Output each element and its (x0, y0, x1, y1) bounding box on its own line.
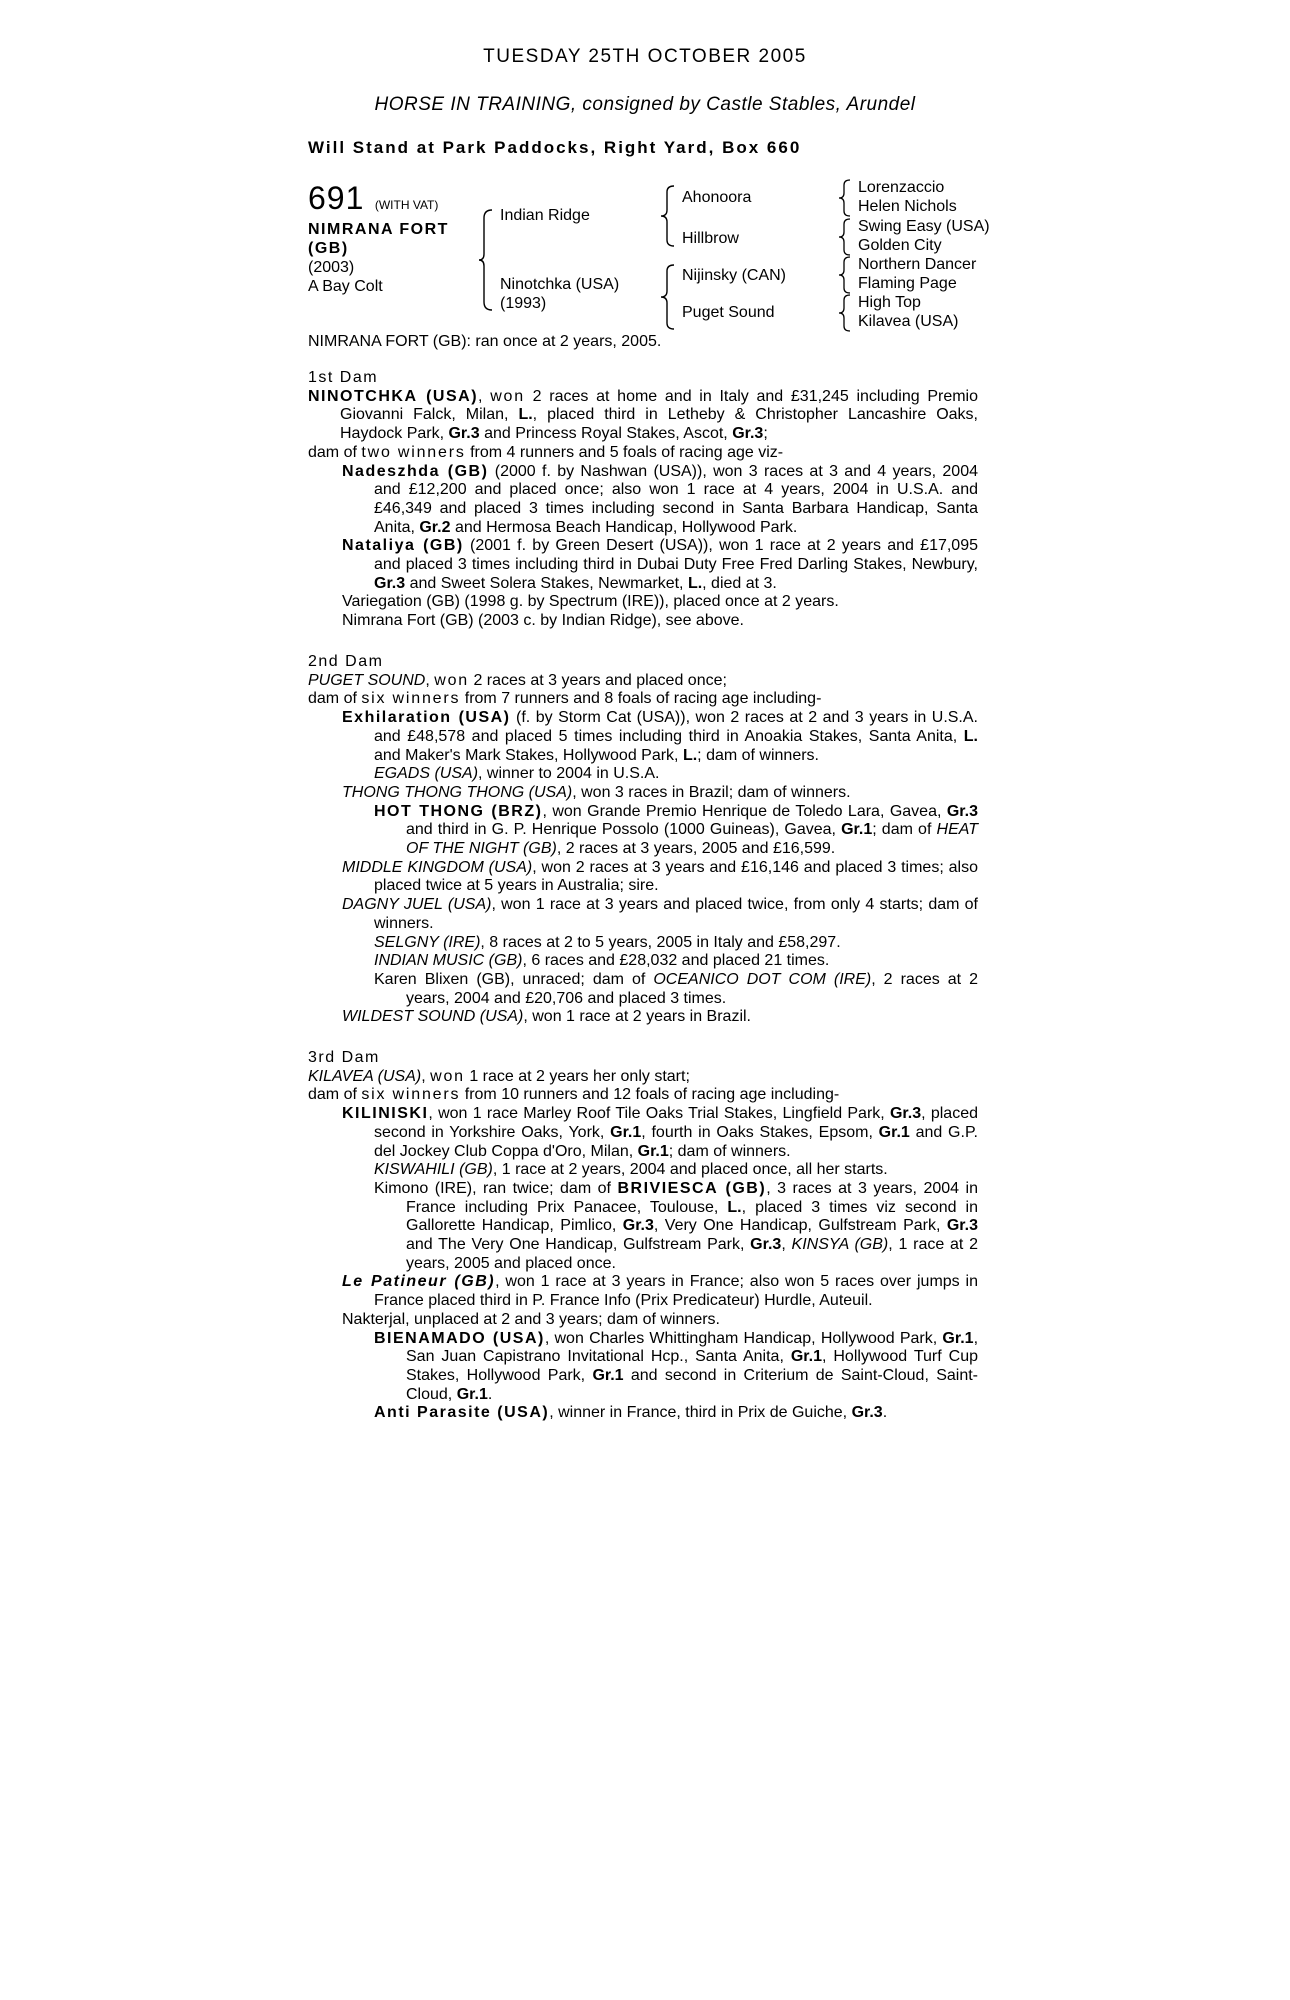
produce-wildest-sound: WILDEST SOUND (USA), won 1 race at 2 years in Brazil. (342, 1008, 751, 1026)
horse-desc: A Bay Colt (308, 278, 383, 295)
produce-le-patineur: Le Patineur (GB), won 1 race at 3 years in France; also won 5 races over jumps in France placed third in P. France Info (Prix Predicateur) Hurdle, Auteuil. (342, 1273, 979, 1310)
pedigree-brace-3d (838, 293, 852, 333)
horse-info (308, 258, 383, 296)
produce-exhilaration: Exhilaration (USA) (f. by Storm Cat (USA)), won 2 races at 2 and 3 years in U.S.A. and £48,578 and placed 5 times including third in Anoakia Stakes, Santa Anita, L. and Maker's Mark Stakes, Hollywood Park, L.; dam of winners. (342, 709, 978, 764)
third-dam-produce: dam of six winners from 10 runners and 12 foals of racing age including- (308, 1086, 840, 1104)
pedigree-brace-2b (660, 263, 676, 331)
produce-thong: THONG THONG THONG (USA), won 3 races in Brazil; dam of winners. (342, 783, 851, 801)
horse-name (308, 220, 449, 258)
ped-dss: Northern Dancer (858, 256, 977, 273)
stand-location: Will Stand at Park Paddocks, Right Yard, Box 660 (308, 138, 802, 157)
sale-date: TUESDAY 25TH OCTOBER 2005 (483, 46, 807, 67)
horse-name-line2: (GB) (308, 240, 349, 257)
first-dam-name: NINOTCHKA (USA) (308, 387, 479, 405)
produce-kimono: Kimono (IRE), ran twice; dam of BRIVIESCA (GB), 3 races at 3 years, 2004 in France including Prix Panacee, Toulouse, L., placed 3 times viz second in Gallorette Handicap, Pimlico, Gr.3, Very One Handicap, Gulfstream Park, Gr.3 and The Very One Handicap, Gulfstream Park, Gr.3, KINSYA (GB), 1 race at 2 years, 2005 and placed once. (374, 1179, 979, 1272)
produce-nakterjal: Nakterjal, unplaced at 2 and 3 years; dam of winners. (342, 1310, 720, 1328)
pedigree-brace-3b (838, 217, 852, 257)
ped-dam: Ninotchka (USA) (500, 276, 620, 293)
ped-dam-year: (1993) (500, 295, 547, 312)
second-dam-section (308, 653, 978, 1027)
ped-sd: Hillbrow (682, 230, 739, 247)
produce-kiliniski: KILINISKI, won 1 race Marley Roof Tile Oaks Trial Stakes, Lingfield Park, Gr.3, placed second in Yorkshire Oaks, York, Gr.1, fourth in Oaks Stakes, Epsom, Gr.1 and G.P. del Jockey Club Coppa d'Oro, Milan, Gr.1; dam of winners. (342, 1105, 979, 1160)
produce-nadeszhda: Nadeszhda (GB) (2000 f. by Nashwan (USA)), won 3 races at 3 and 4 years, 2004 and £12,200 and placed once; also won 1 race at 4 years, 2004 in U.S.A. and £46,349 and placed 3 times including second in Santa Barbara Handicap, Santa Anita, Gr.2 and Hermosa Beach Handicap, Hollywood Park. (342, 462, 978, 536)
produce-variegation: Variegation (GB) (1998 g. by Spectrum (IRE)), placed once at 2 years. (342, 593, 839, 611)
first-dam-produce: dam of two winners from 4 runners and 5 foals of racing age viz- (308, 443, 784, 461)
second-dam-record: PUGET SOUND, won 2 races at 3 years and placed once; (308, 671, 727, 689)
horse-year: (2003) (308, 259, 355, 276)
pedigree-brace-2a (660, 184, 676, 248)
ped-ds: Nijinsky (CAN) (682, 267, 786, 284)
produce-nataliya: Nataliya (GB) (2001 f. by Green Desert (USA)), won 1 race at 2 years and £17,095 and placed 3 times including third in Dubai Duty Free Fred Darling Stakes, Newbury, Gr.3 and Sweet Solera Stakes, Newmarket, L., died at 3. (342, 537, 979, 592)
race-summary: NIMRANA FORT (GB): ran once at 2 years, 2005. (308, 333, 662, 350)
produce-bienamado: BIENAMADO (USA), won Charles Whittingham Handicap, Hollywood Park, Gr.1, San Juan Capistrano Invitational Hcp., Santa Anita, Gr.1, Hollywood Turf Cup Stakes, Hollywood Park, Gr.1 and second in Criterium de Saint-Cloud, Saint-Cloud, Gr.1. (374, 1329, 979, 1403)
ped-ssd: Helen Nichols (858, 198, 957, 215)
produce-kiswahili: KISWAHILI (GB), 1 race at 2 years, 2004 and placed once, all her starts. (374, 1161, 888, 1179)
produce-selgny: SELGNY (IRE), 8 races at 2 to 5 years, 2005 in Italy and £58,297. (374, 933, 841, 951)
produce-nimrana: Nimrana Fort (GB) (2003 c. by Indian Ridge), see above. (342, 612, 744, 630)
lot-header (308, 180, 438, 217)
horse-name-line1: NIMRANA FORT (308, 221, 449, 238)
pedigree-brace-1 (478, 208, 494, 312)
ped-dsd: Flaming Page (858, 275, 957, 292)
produce-middle-kingdom: MIDDLE KINGDOM (USA), won 2 races at 3 years and £16,146 and placed 3 times; also placed twice at 5 years in Australia; sire. (342, 858, 979, 895)
lot-number: 691 (308, 180, 365, 216)
second-dam-heading: 2nd Dam (308, 653, 384, 670)
ped-dds: High Top (858, 294, 921, 311)
ped-sire: Indian Ridge (500, 207, 590, 224)
produce-anti-parasite: Anti Parasite (USA), winner in France, third in Prix de Guiche, Gr.3. (374, 1404, 888, 1422)
ped-dd: Puget Sound (682, 304, 775, 321)
first-dam-record: NINOTCHKA (USA), won 2 races at home and in Italy and £31,245 including Premio Giovanni Falck, Milan, L., placed third in Letheby & Christopher Lancashire Oaks, Haydock Park, Gr.3 and Princess Royal Stakes, Ascot, Gr.3; (308, 387, 979, 443)
ped-sss: Lorenzaccio (858, 179, 945, 196)
produce-hot-thong: HOT THONG (BRZ), won Grande Premio Henrique de Toledo Lara, Gavea, Gr.3 and third in G. P. Henrique Possolo (1000 Guineas), Gavea, Gr.1; dam of HEAT OF THE NIGHT (GB), 2 races at 3 years, 2005 and £16,599. (374, 802, 978, 858)
first-dam-section (308, 369, 978, 631)
third-dam-heading: 3rd Dam (308, 1049, 380, 1066)
produce-karen-blixen: Karen Blixen (GB), unraced; dam of OCEANICO DOT COM (IRE), 2 races at 2 years, 2004 and £20,706 and placed 3 times. (374, 970, 978, 1007)
produce-egads: EGADS (USA), winner to 2004 in U.S.A. (374, 765, 660, 783)
second-dam-produce: dam of six winners from 7 runners and 8 foals of racing age including- (308, 690, 822, 708)
ped-sds: Swing Easy (USA) (858, 218, 990, 235)
consignment-line: HORSE IN TRAINING, consigned by Castle Stables, Arundel (374, 94, 916, 115)
third-dam-section (308, 1049, 978, 1423)
pedigree-brace-3c (838, 255, 852, 295)
third-dam-record: KILAVEA (USA), won 1 race at 2 years her only start; (308, 1067, 690, 1085)
lot-vat: (WITH VAT) (374, 198, 439, 212)
ped-ddd: Kilavea (USA) (858, 313, 959, 330)
pedigree-brace-3a (838, 178, 852, 218)
produce-indian-music: INDIAN MUSIC (GB), 6 races and £28,032 and placed 21 times. (374, 952, 830, 970)
produce-dagny-juel: DAGNY JUEL (USA), won 1 race at 3 years and placed twice, from only 4 starts; dam of winners. (342, 896, 979, 932)
first-dam-heading: 1st Dam (308, 369, 379, 386)
ped-ss: Ahonoora (682, 189, 752, 206)
ped-sdd: Golden City (858, 237, 942, 254)
